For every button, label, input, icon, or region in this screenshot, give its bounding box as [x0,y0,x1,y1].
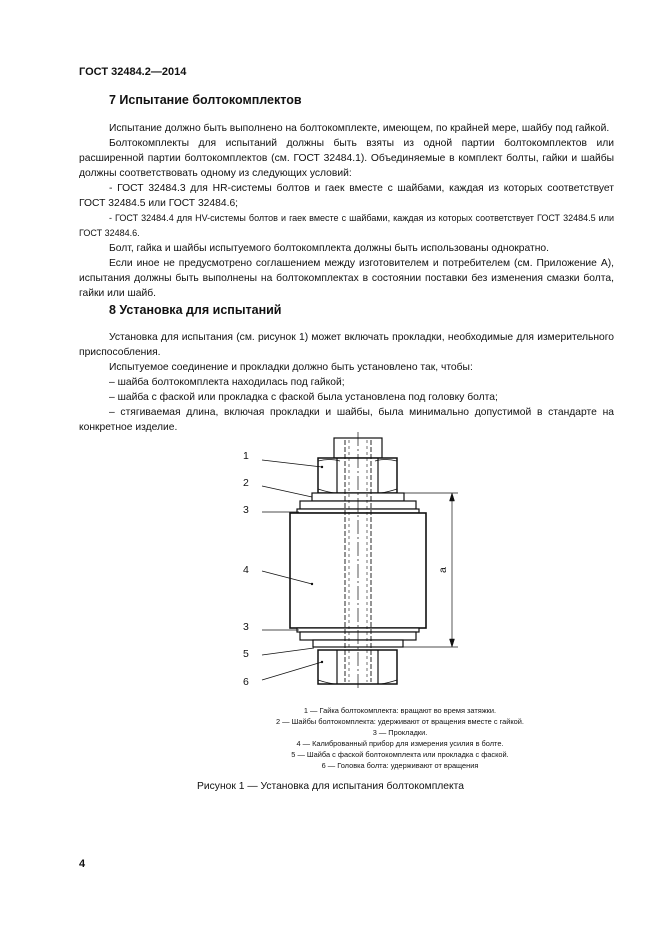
paragraph: Испытание должно быть выполнено на болтокомплекте, имеющем, по крайней мере, шайбу под гайкой. [109,123,610,134]
callout-6: 6 [243,676,249,688]
bolt-head [318,650,397,684]
paragraph: Болтокомплекты для испытаний должны быть взяты из одной партии болтокомплектов или расширенной партии болтокомплектов (см. ГОСТ 32484.1). Объединяемые в комплект болты, гайки и шайбы должны соответствовать одному из следующих условий: [79,138,614,179]
callout-1: 1 [243,450,249,462]
leader-1 [262,460,322,467]
paragraph: Болт, гайка и шайбы испытуемого болтокомплекта должны быть использованы однократно. [109,243,550,254]
figure-legend [150,705,650,771]
dimension-label-a: a [437,567,449,573]
washer-under-nut [312,493,404,501]
paragraph: Если иное не предусмотрено соглашением между изготовителем и потребителем (см. Приложение А), испытания должны быть выполнены на болтокомплектах в состоянии поставки без изменения смазки болта, гайки или шайб. [79,258,614,299]
spacer-top [300,501,416,509]
paragraph: Испытуемое соединение и прокладки должно быть установлено так, чтобы: [109,362,473,373]
leader-2 [262,486,312,497]
list-item: - ГОСТ 32484.3 для HR-системы болтов и гаек вместе с шайбами, каждая из которых соответствует ГОСТ 32484.5 или ГОСТ 32484.6; [79,183,614,209]
spacer-bottom-lip [297,628,419,632]
section-8-body [79,330,614,435]
legend-item: 2 — Шайбы болтокомплекта: удерживают от вращения вместе с гайкой. [276,717,524,726]
callout-2: 2 [243,477,249,489]
list-item: - ГОСТ 32484.4 для HV-системы болтов и гаек вместе с шайбами, каждая из которых соответствует ГОСТ 32484.5 или ГОСТ 32484.6. [79,213,614,238]
legend-item: 4 — Калиброванный прибор для измерения усилия в болте. [296,739,504,748]
washer-chamfered [313,640,403,647]
list-item: – шайба с фаской или прокладка с фаской была установлена под головку болта; [109,392,498,403]
callout-5: 5 [243,648,249,660]
leader-4 [262,571,312,584]
callout-3-bottom: 3 [243,621,249,633]
leader-5 [262,648,314,655]
legend-item: 1 — Гайка болтокомплекта: вращают во время затяжки. [303,706,497,715]
paragraph: Установка для испытания (см. рисунок 1) может включать прокладки, необходимые для измерительного приспособления. [79,332,614,358]
list-item: – стягиваемая длина, включая прокладки и шайбы, была минимально допустимой в стандарте на конкретное изделие. [79,407,614,433]
nut-chamfer [318,460,397,462]
list-item: – шайба болтокомплекта находилась под гайкой; [109,377,345,388]
load-cell [290,513,426,628]
section-7-title: 7 Испытание болтокомплектов [109,93,302,107]
bolt-end [334,438,382,458]
callout-3-top: 3 [243,504,249,516]
section-7-body [79,121,614,301]
section-8-title: 8 Установка для испытаний [109,303,282,317]
leader-6 [262,662,322,680]
callout-4: 4 [243,564,249,576]
nut [318,458,397,493]
document-header: ГОСТ 32484.2—2014 [79,66,187,78]
legend-item: 3 — Прокладки. [372,728,428,737]
spacer-bottom [300,632,416,640]
legend-item: 5 — Шайба с фаской болтокомплекта или прокладка с фаской. [291,750,509,759]
figure-caption: Рисунок 1 — Установка для испытания болтокомплекта [197,781,464,792]
spacer-top-lip [297,509,419,513]
legend-item: 6 — Головка болта: удерживают от вращения [321,761,479,770]
page-number: 4 [79,858,86,870]
